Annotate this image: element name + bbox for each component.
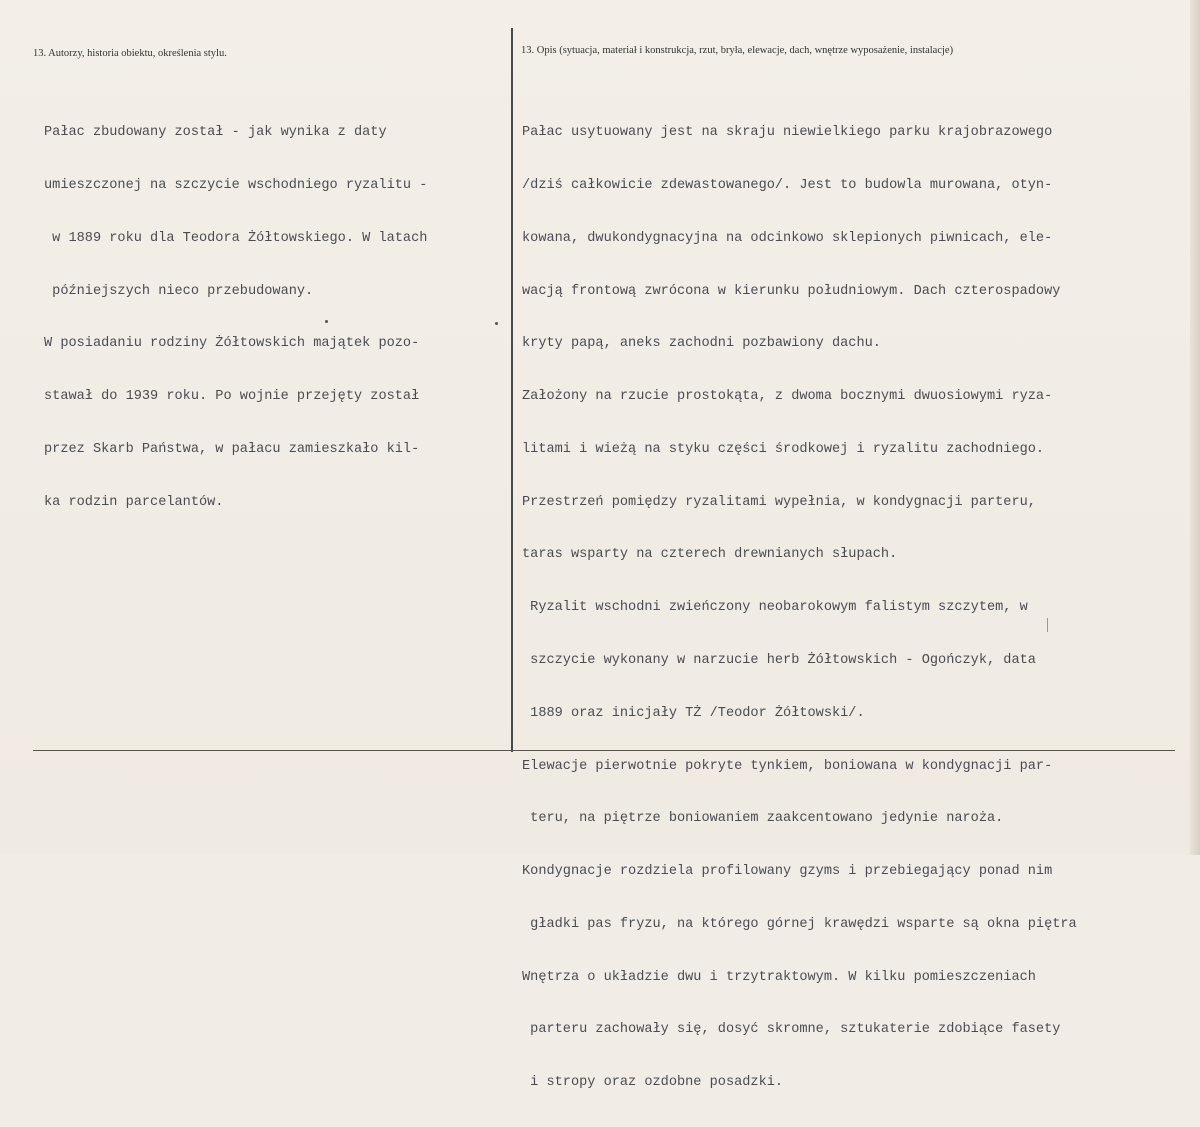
card-edge bbox=[1190, 0, 1200, 855]
text-line: teru, na piętrze boniowaniem zaakcentowano jedynie naroża. bbox=[522, 811, 1004, 827]
text-line: Elewacje pierwotnie pokryte tynkiem, boniowana w kondygnacji par- bbox=[522, 758, 1053, 774]
text-line: Kondygnacje rozdziela profilowany gzyms i przebiegający ponad nim bbox=[522, 864, 1053, 880]
text-line: Przestrzeń pomiędzy ryzalitami wypełnia, w kondygnacji parteru, bbox=[522, 494, 1036, 510]
right-column-text bbox=[522, 89, 1077, 1127]
left-column-heading: 13. Autorzy, historia obiektu, określenia stylu. bbox=[33, 48, 227, 59]
text-line: Wnętrza o układzie dwu i trzytraktowym. W kilku pomieszczeniach bbox=[522, 969, 1036, 985]
text-line: gładki pas fryzu, na którego górnej krawędzi wsparte są okna piętra bbox=[522, 916, 1077, 932]
text-line: przez Skarb Państwa, w pałacu zamieszkało kil- bbox=[44, 441, 420, 457]
text-line: późniejszych nieco przebudowany. bbox=[44, 283, 314, 299]
text-line: Założony na rzucie prostokąta, z dwoma bocznymi dwuosiowymi ryza- bbox=[522, 389, 1053, 405]
text-line: umieszczonej na szczycie wschodniego ryzalitu - bbox=[44, 177, 428, 193]
text-line: /dziś całkowicie zdewastowanego/. Jest to budowla murowana, otyn- bbox=[522, 177, 1053, 193]
column-divider bbox=[511, 28, 513, 752]
text-line: Pałac zbudowany został - jak wynika z daty bbox=[44, 125, 387, 141]
text-line: 1889 oraz inicjały TŻ /Teodor Żółtowski/. bbox=[522, 705, 865, 721]
text-line: kowana, dwukondygnacyjna na odcinkowo sklepionych piwnicach, ele- bbox=[522, 230, 1053, 246]
text-line: taras wsparty na czterech drewnianych słupach. bbox=[522, 547, 898, 563]
text-line: w 1889 roku dla Teodora Żółtowskiego. W latach bbox=[44, 230, 428, 246]
text-line: parteru zachowały się, dosyć skromne, sztukaterie zdobiące fasety bbox=[522, 1022, 1061, 1038]
text-line: litami i wieżą na styku części środkowej i ryzalitu zachodniego. bbox=[522, 441, 1045, 457]
text-line: kryty papą, aneks zachodni pozbawiony dachu. bbox=[522, 336, 881, 352]
text-line: stawał do 1939 roku. Po wojnie przejęty został bbox=[44, 389, 420, 405]
text-line: wacją frontową zwrócona w kierunku południowym. Dach czterospadowy bbox=[522, 283, 1061, 299]
text-line: Ryzalit wschodni zwieńczony neobarokowym falistym szczytem, w bbox=[522, 600, 1028, 616]
pencil-mark bbox=[1047, 618, 1048, 632]
ink-dot bbox=[495, 322, 498, 325]
text-line: ka rodzin parcelantów. bbox=[44, 494, 224, 510]
text-line: i stropy oraz ozdobne posadzki. bbox=[522, 1075, 784, 1091]
right-column-heading: 13. Opis (sytuacja, materiał i konstrukcja, rzut, bryła, elewacje, dach, wnętrze wyposażenie, instalacje) bbox=[521, 45, 954, 56]
left-column-text bbox=[44, 89, 427, 546]
text-line: W posiadaniu rodziny Żółtowskich majątek pozo- bbox=[44, 336, 420, 352]
text-line: szczycie wykonany w narzucie herb Żółtowskich - Ogończyk, data bbox=[522, 653, 1036, 668]
ink-dot bbox=[325, 320, 328, 323]
text-line: Pałac usytuowany jest na skraju niewielkiego parku krajobrazowego bbox=[522, 125, 1053, 141]
